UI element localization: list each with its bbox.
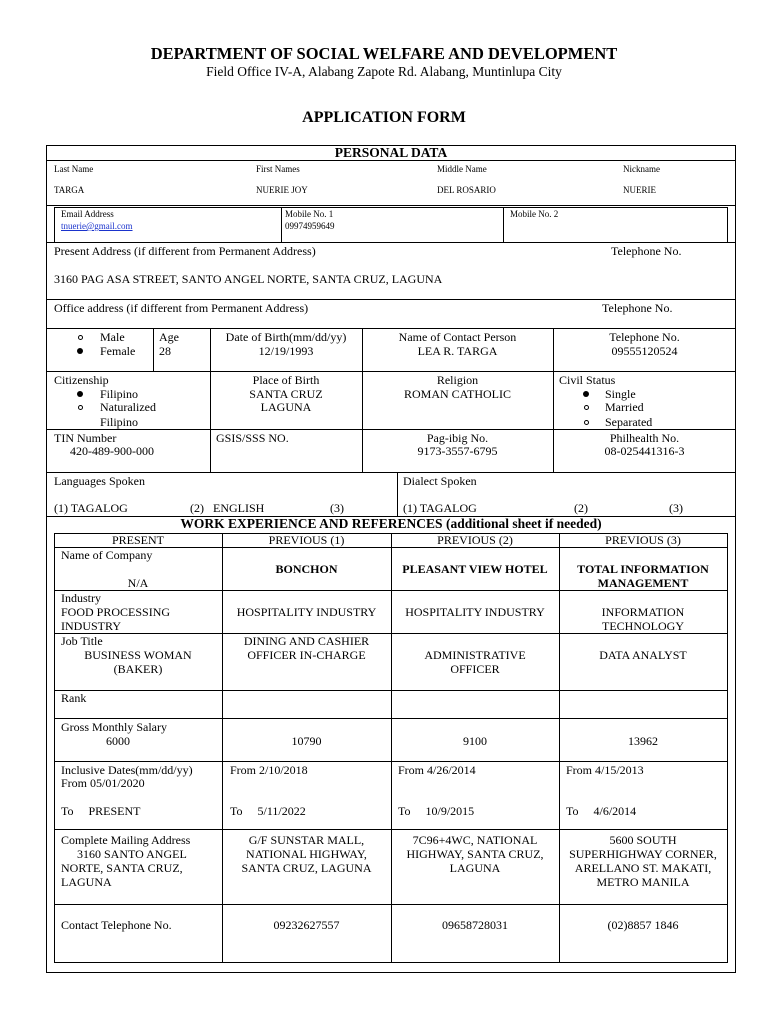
philhealth-value: 08-025441316-3	[604, 444, 685, 458]
languages-label: Languages Spoken	[54, 474, 145, 488]
industry-previous-2: HOSPITALITY INDUSTRY	[405, 605, 545, 619]
field-office-address: Field Office IV-A, Alabang Zapote Rd. Alabang, Muntinlupa City	[206, 64, 562, 79]
dates-row-label: Inclusive Dates(mm/dd/yy)	[61, 763, 193, 777]
industry-present: FOOD PROCESSING INDUSTRY	[61, 605, 171, 633]
date-from-previous-2: From 4/26/2014	[398, 763, 476, 777]
office-address-label: Office address (if different from Permanent Address)	[54, 301, 309, 315]
work-experience-title: WORK EXPERIENCE AND REFERENCES (additional sheet if needed)	[180, 516, 602, 531]
nickname-label: Nickname	[623, 164, 660, 174]
language-1: (1) TAGALOG	[54, 501, 128, 515]
present-telephone-label: Telephone No.	[611, 244, 682, 258]
naturalized-filipino-label: Filipino	[100, 415, 139, 429]
first-names-value: NUERIE JOY	[256, 185, 308, 195]
married-radio-icon[interactable]	[584, 405, 589, 410]
middle-name-value: DEL ROSARIO	[437, 185, 496, 195]
job-previous-2: ADMINISTRATIVE OFFICER	[424, 648, 526, 676]
civil-status-label: Civil Status	[559, 373, 616, 387]
present-address-value: 3160 PAG ASA STREET, SANTO ANGEL NORTE, SANTA CRUZ, LAGUNA	[54, 272, 443, 286]
industry-row-label: Industry	[61, 591, 101, 605]
dob-value: 12/19/1993	[258, 344, 314, 358]
dialect-3-number: (3)	[669, 501, 683, 515]
naturalized-label: Naturalized	[100, 400, 156, 414]
gsis-label: GSIS/SSS NO.	[216, 431, 289, 445]
industry-previous-3: INFORMATION TECHNOLOGY	[601, 605, 685, 633]
date-to-previous-2: To 10/9/2015	[398, 804, 475, 818]
department-name: DEPARTMENT OF SOCIAL WELFARE AND DEVELOPMENT	[150, 44, 618, 63]
salary-previous-2: 9100	[463, 734, 487, 748]
dialect-2-number: (2)	[574, 501, 588, 515]
date-from-present: From 05/01/2020	[61, 776, 145, 790]
company-row-label: Name of Company	[61, 548, 153, 562]
company-previous-1: BONCHON	[275, 562, 338, 576]
email-value[interactable]: tnuerie@gmail.com	[61, 221, 133, 231]
dialect-1: (1) TAGALOG	[403, 501, 477, 515]
job-previous-3: DATA ANALYST	[599, 648, 687, 662]
religion-label: Religion	[436, 373, 479, 387]
rank-row-label: Rank	[61, 691, 87, 705]
single-radio-icon[interactable]	[583, 391, 589, 397]
salary-row-label: Gross Monthly Salary	[61, 720, 167, 734]
pagibig-label: Pag-ibig No.	[426, 431, 489, 445]
address-row-label: Complete Mailing Address	[61, 833, 191, 847]
form-title: APPLICATION FORM	[302, 109, 466, 126]
column-previous-2: PREVIOUS (2)	[437, 533, 513, 547]
dialects-label: Dialect Spoken	[403, 474, 477, 488]
male-label: Male	[100, 330, 125, 344]
language-3-number: (3)	[330, 501, 344, 515]
email-label: Email Address	[61, 209, 114, 219]
date-from-previous-1: From 2/10/2018	[230, 763, 308, 777]
female-radio-icon[interactable]	[77, 348, 83, 354]
date-to-present: To PRESENT	[61, 804, 141, 818]
first-names-label: First Names	[256, 164, 300, 174]
present-address-label: Present Address (if different from Permanent Address)	[54, 244, 316, 258]
column-previous-1: PREVIOUS (1)	[268, 533, 345, 547]
phone-previous-3: (02)8857 1846	[607, 918, 679, 932]
last-name-label: Last Name	[54, 164, 94, 174]
dob-label: Date of Birth(mm/dd/yy)	[225, 330, 347, 344]
job-title-row-label: Job Title	[61, 634, 103, 648]
mobile2-label: Mobile No. 2	[510, 209, 559, 219]
job-present: BUSINESS WOMAN (BAKER)	[84, 648, 192, 676]
company-previous-3: TOTAL INFORMATION MANAGEMENT	[577, 562, 709, 590]
age-value: 28	[159, 344, 171, 358]
salary-previous-1: 10790	[291, 734, 322, 748]
place-of-birth-value-2: LAGUNA	[260, 400, 312, 414]
office-telephone-label: Telephone No.	[602, 301, 673, 315]
middle-name-label: Middle Name	[437, 164, 487, 174]
contact-telephone-value: 09555120524	[611, 344, 678, 358]
filipino-label: Filipino	[100, 387, 139, 401]
female-label: Female	[100, 344, 136, 358]
contact-person-value: LEA R. TARGA	[417, 344, 498, 358]
philhealth-label: Philhealth No.	[609, 431, 680, 445]
single-label: Single	[605, 387, 636, 401]
married-label: Married	[605, 400, 644, 414]
column-previous-3: PREVIOUS (3)	[605, 533, 681, 547]
contact-person-label: Name of Contact Person	[398, 330, 517, 344]
religion-value: ROMAN CATHOLIC	[403, 387, 511, 401]
salary-present: 6000	[106, 734, 130, 748]
contact-telephone-label: Telephone No.	[609, 330, 680, 344]
company-previous-2: PLEASANT VIEW HOTEL	[402, 562, 548, 576]
job-previous-1: DINING AND CASHIER OFFICER IN-CHARGE	[243, 634, 370, 662]
mobile1-value: 09974959649	[285, 221, 335, 231]
male-radio-icon[interactable]	[78, 335, 83, 340]
phone-previous-2: 09658728031	[442, 918, 508, 932]
mobile1-label: Mobile No. 1	[285, 209, 334, 219]
place-of-birth-label: Place of Birth	[252, 373, 320, 387]
column-present: PRESENT	[111, 533, 164, 547]
phone-previous-1: 09232627557	[273, 918, 340, 932]
salary-previous-3: 13962	[628, 734, 658, 748]
nickname-value: NUERIE	[623, 185, 656, 195]
date-to-previous-1: To 5/11/2022	[230, 804, 306, 818]
last-name-value: TARGA	[54, 185, 85, 195]
age-label: Age	[159, 330, 179, 344]
separated-radio-icon[interactable]	[584, 420, 589, 425]
industry-previous-1: HOSPITALITY INDUSTRY	[236, 605, 377, 619]
pagibig-value: 9173-3557-6795	[417, 444, 498, 458]
address-previous-3: 5600 SOUTH SUPERHIGHWAY CORNER, ARELLANO ST. MAKATI, METRO MANILA	[569, 833, 717, 889]
tin-label: TIN Number	[54, 431, 117, 445]
tin-value: 420-489-900-000	[70, 444, 154, 458]
citizenship-label: Citizenship	[54, 373, 109, 387]
naturalized-radio-icon[interactable]	[78, 405, 83, 410]
address-previous-2: 7C96+4WC, NATIONAL HIGHWAY, SANTA CRUZ, LAGUNA	[406, 833, 544, 875]
language-2-number: (2)	[190, 501, 204, 515]
address-present: 3160 SANTO ANGEL NORTE, SANTA CRUZ, LAGUNA	[61, 847, 187, 889]
filipino-radio-icon[interactable]	[77, 391, 83, 397]
personal-data-title: PERSONAL DATA	[334, 145, 448, 160]
phone-row-label: Contact Telephone No.	[61, 918, 172, 932]
address-previous-1: G/F SUNSTAR MALL, NATIONAL HIGHWAY, SANTA CRUZ, LAGUNA	[241, 833, 372, 875]
separated-label: Separated	[605, 415, 653, 429]
date-to-previous-3: To 4/6/2014	[566, 804, 637, 818]
language-2: ENGLISH	[213, 501, 265, 515]
date-from-previous-3: From 4/15/2013	[566, 763, 644, 777]
company-present: N/A	[127, 576, 149, 590]
place-of-birth-value-1: SANTA CRUZ	[249, 387, 323, 401]
